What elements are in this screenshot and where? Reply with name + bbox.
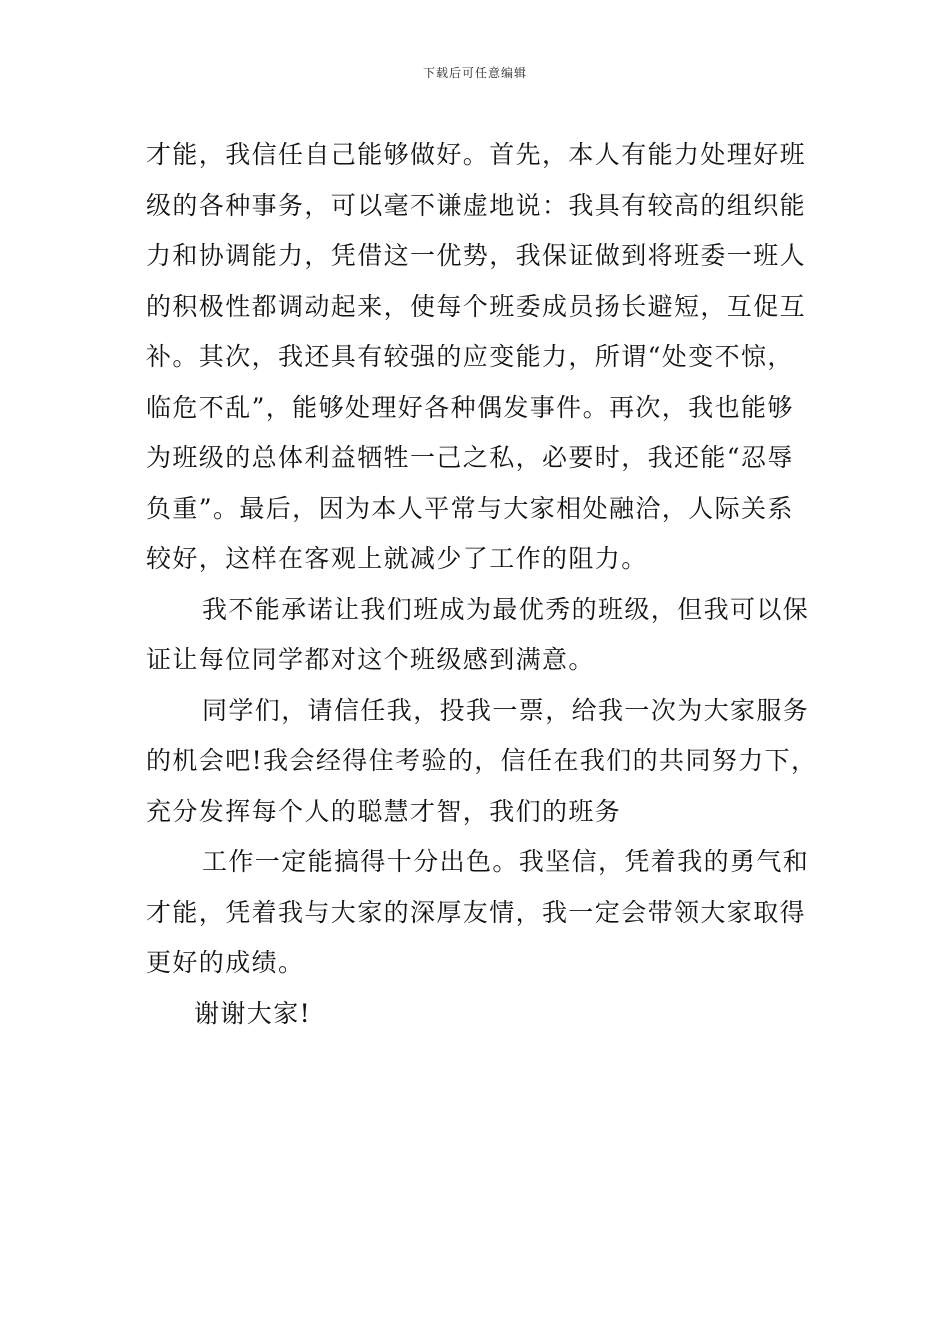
text-line: 证让每位同学都对这个班级感到满意。 xyxy=(146,645,595,674)
text-line: 负重”。最后，因为本人平常与大家相处融洽，人际关系 xyxy=(146,493,794,523)
text-line: 才能，凭着我与大家的深厚友情，我一定会带领大家取得 xyxy=(146,897,807,927)
paragraph-appeal xyxy=(146,686,818,838)
document-body xyxy=(146,130,818,1039)
closing-line: 谢谢大家! xyxy=(194,998,312,1028)
text-line: 级的各种事务，可以毫不谦虚地说：我具有较高的组织能 xyxy=(146,190,807,220)
text-line: 临危不乱”，能够处理好各种偶发事件。再次，我也能够 xyxy=(146,392,794,422)
text-line: 力和协调能力，凭借这一优势，我保证做到将班委一班人 xyxy=(146,241,807,270)
paragraph-qualifications xyxy=(146,130,810,585)
page-header: 下载后可任意编辑 xyxy=(422,66,527,80)
text-line: 我不能承诺让我们班成为最优秀的班级，但我可以保 xyxy=(202,594,810,624)
text-line: 同学们，请信任我，投我一票，给我一次为大家服务 xyxy=(202,695,810,725)
text-line: 才能，我信任自己能够做好。首先，本人有能力处理好班 xyxy=(146,140,807,169)
text-line: 更好的成绩。 xyxy=(146,948,305,977)
text-line: 充分发挥每个人的聪慧才智，我们的班务 xyxy=(146,796,622,826)
text-line: 的机会吧!我会经得住考验的，信任在我们的共同努力下， xyxy=(146,746,818,775)
paragraph-promise xyxy=(146,585,810,686)
text-line: 为班级的总体利益牺牲一己之私，必要时，我还能“忍辱 xyxy=(146,443,794,472)
text-line: 较好，这样在客观上就减少了工作的阻力。 xyxy=(146,544,648,573)
text-line: 补。其次，我还具有较强的应变能力，所谓“处变不惊， xyxy=(146,342,794,371)
paragraph-closing xyxy=(146,989,810,1040)
text-line: 的积极性都调动起来，使每个班委成员扬长避短，互促互 xyxy=(146,291,807,321)
paragraph-confidence xyxy=(146,837,810,989)
text-line: 工作一定能搞得十分出色。我坚信，凭着我的勇气和 xyxy=(202,847,810,876)
